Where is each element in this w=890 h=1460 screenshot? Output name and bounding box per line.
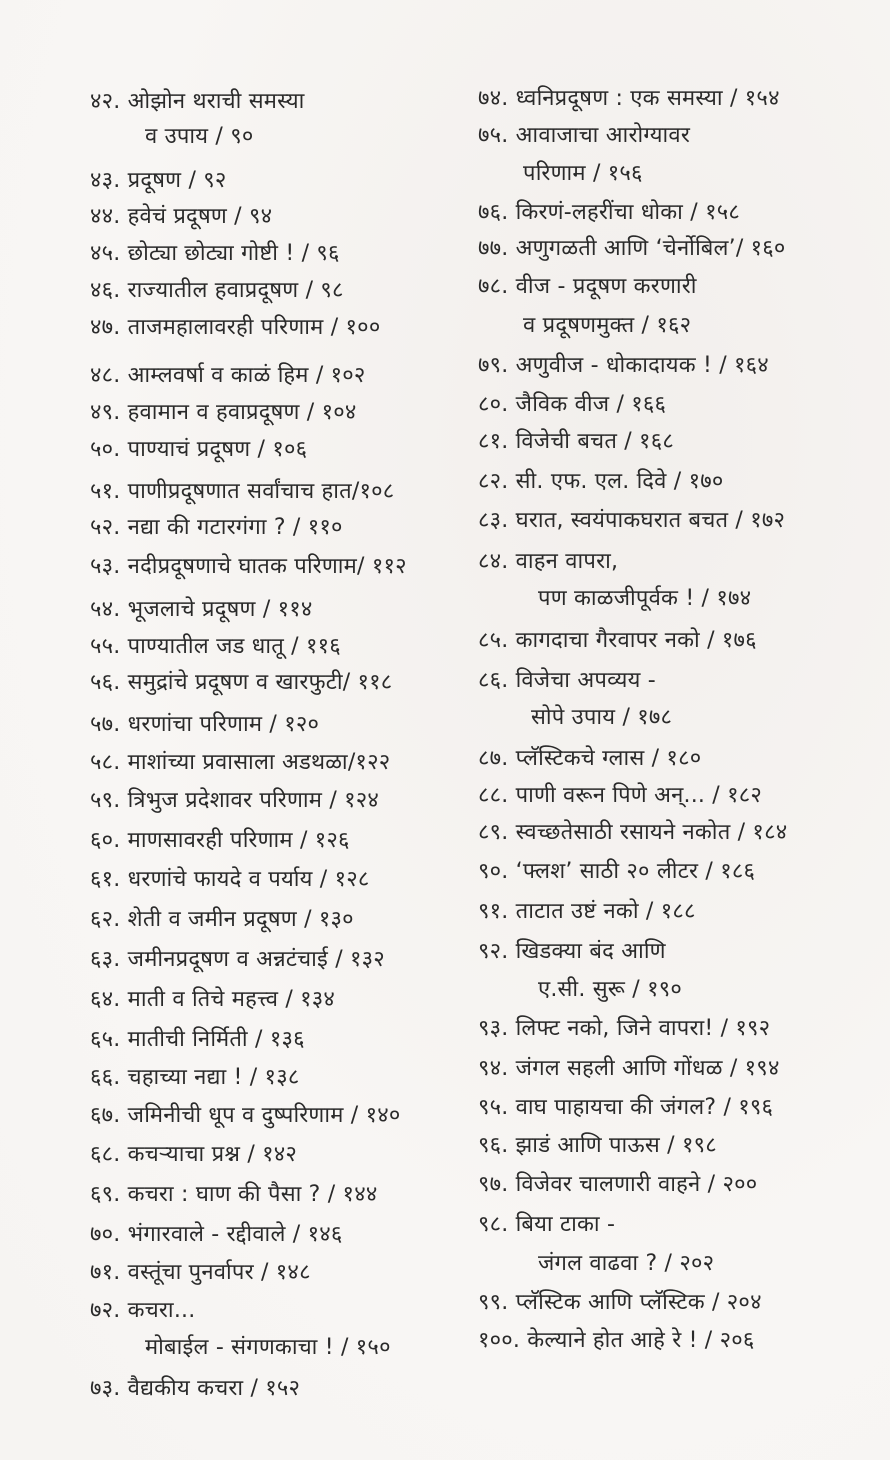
- toc-entry-45: ४५. छोट्या छोट्या गोष्टी ! / ९६: [90, 241, 340, 266]
- toc-entry-100: १००. केल्याने होत आहे रे ! / २०६: [478, 1328, 755, 1353]
- toc-entry-75: ७५. आवाजाचा आरोग्यावर: [478, 123, 691, 148]
- toc-entry-48: ४८. आम्लवर्षा व काळं हिम / १०२: [90, 363, 366, 388]
- toc-entry-80: ८०. जैविक वीज / १६६: [478, 392, 667, 417]
- toc-entry-70: ७०. भंगारवाले - रद्दीवाले / १४६: [90, 1222, 343, 1247]
- toc-entry-58: ५८. माशांच्या प्रवासाला अडथळा/१२२: [90, 750, 391, 775]
- toc-entry-69: ६९. कचरा : घाण की पैसा ? / १४४: [90, 1182, 378, 1207]
- toc-entry-49: ४९. हवामान व हवाप्रदूषण / १०४: [90, 400, 357, 425]
- toc-entry-75-cont: परिणाम / १५६: [523, 161, 643, 186]
- toc-entry-86: ८६. विजेचा अपव्यय -: [478, 668, 656, 693]
- toc-entry-62: ६२. शेती व जमीन प्रदूषण / १३०: [90, 907, 354, 932]
- toc-entry-97: ९७. विजेवर चालणारी वाहने / २००: [478, 1172, 758, 1197]
- toc-entry-84: ८४. वाहन वापरा,: [478, 549, 619, 574]
- toc-entry-54: ५४. भूजलाचे प्रदूषण / ११४: [90, 597, 313, 622]
- toc-entry-99: ९९. प्लॅस्टिक आणि प्लॅस्टिक / २०४: [478, 1290, 762, 1315]
- toc-entry-78: ७८. वीज - प्रदूषण करणारी: [478, 274, 697, 299]
- toc-entry-64: ६४. माती व तिचे महत्त्व / १३४: [90, 987, 336, 1012]
- toc-entry-86-cont: सोपे उपाय / १७८: [531, 705, 673, 730]
- toc-entry-85: ८५. कागदाचा गैरवापर नको / १७६: [478, 628, 757, 653]
- toc-entry-42: ४२. ओझोन थराची समस्या: [90, 89, 305, 114]
- toc-entry-50: ५०. पाण्याचं प्रदूषण / १०६: [90, 437, 308, 462]
- toc-entry-51: ५१. पाणीप्रदूषणात सर्वांचाच हात/१०८: [90, 479, 395, 504]
- toc-entry-61: ६१. धरणांचे फायदे व पर्याय / १२८: [90, 867, 370, 892]
- toc-entry-72: ७२. कचरा...: [90, 1298, 196, 1323]
- toc-entry-95: ९५. वाघ पाहायचा की जंगल? / १९६: [478, 1095, 774, 1120]
- toc-entry-52: ५२. नद्या की गटारगंगा ? / ११०: [90, 515, 343, 540]
- toc-entry-76: ७६. किरणं-लहरींचा धोका / १५८: [478, 200, 740, 225]
- toc-entry-83: ८३. घरात, स्वयंपाकघरात बचत / १७२: [478, 508, 786, 533]
- toc-entry-92: ९२. खिडक्या बंद आणि: [478, 939, 666, 964]
- toc-entry-73: ७३. वैद्यकीय कचरा / १५२: [90, 1376, 301, 1401]
- toc-entry-77: ७७. अणुगळती आणि ‘चेर्नोबिल’/ १६०: [478, 236, 786, 261]
- toc-entry-89: ८९. स्वच्छतेसाठी रसायने नकोत / १८४: [478, 820, 788, 845]
- toc-entry-92-cont: ए.सी. सुरू / १९०: [538, 977, 683, 1002]
- toc-entry-91: ९१. ताटात उष्टं नको / १८८: [478, 899, 696, 924]
- toc-entry-47: ४७. ताजमहालावरही परिणाम / १००: [90, 315, 381, 340]
- toc-entry-71: ७१. वस्तूंचा पुनर्वापर / १४८: [90, 1260, 311, 1285]
- toc-entry-79: ७९. अणुवीज - धोकादायक ! / १६४: [478, 353, 769, 378]
- toc-entry-46: ४६. राज्यातील हवाप्रदूषण / ९८: [90, 278, 344, 303]
- toc-entry-65: ६५. मातीची निर्मिती / १३६: [90, 1027, 305, 1052]
- toc-entry-68: ६८. कचऱ्याचा प्रश्न / १४२: [90, 1142, 298, 1167]
- toc-entry-93: ९३. लिफ्ट नको, जिने वापरा! / १९२: [478, 1016, 771, 1041]
- toc-entry-44: ४४. हवेचं प्रदूषण / ९४: [90, 204, 273, 229]
- toc-entry-94: ९४. जंगल सहली आणि गोंधळ / १९४: [478, 1056, 780, 1081]
- toc-entry-81: ८१. विजेची बचत / १६८: [478, 429, 674, 454]
- toc-entry-67: ६७. जमिनीची धूप व दुष्परिणाम / १४०: [90, 1103, 401, 1128]
- toc-entry-66: ६६. चहाच्या नद्या ! / १३८: [90, 1065, 300, 1090]
- toc-entry-88: ८८. पाणी वरून पिणे अन्... / १८२: [478, 783, 762, 808]
- toc-entry-90: ९०. ‘फ्लश’ साठी २० लीटर / १८६: [478, 859, 756, 884]
- toc-entry-98-cont: जंगल वाढवा ? / २०२: [538, 1251, 715, 1276]
- toc-entry-56: ५६. समुद्रांचे प्रदूषण व खारफुटी/ ११८: [90, 670, 393, 695]
- toc-entry-53: ५३. नदीप्रदूषणाचे घातक परिणाम/ ११२: [90, 554, 407, 579]
- toc-entry-96: ९६. झाडं आणि पाऊस / १९८: [478, 1133, 717, 1158]
- toc-entry-82: ८२. सी. एफ. एल. दिवे / १७०: [478, 469, 724, 494]
- toc-entry-74: ७४. ध्वनिप्रदूषण : एक समस्या / १५४: [478, 86, 780, 111]
- toc-entry-55: ५५. पाण्यातील जड धातू / ११६: [90, 634, 341, 659]
- toc-entry-84-cont: पण काळजीपूर्वक ! / १७४: [538, 586, 752, 611]
- toc-entry-60: ६०. माणसावरही परिणाम / १२६: [90, 828, 350, 853]
- toc-entry-63: ६३. जमीनप्रदूषण व अन्नटंचाई / १३२: [90, 947, 385, 972]
- toc-entry-42-cont: व उपाय / ९०: [145, 124, 254, 149]
- toc-entry-78-cont: व प्रदूषणमुक्त / १६२: [523, 313, 692, 338]
- toc-entry-43: ४३. प्रदूषण / ९२: [90, 168, 227, 193]
- toc-entry-98: ९८. बिया टाका -: [478, 1212, 616, 1237]
- toc-entry-87: ८७. प्लॅस्टिकचे ग्लास / १८०: [478, 746, 702, 771]
- toc-entry-59: ५९. त्रिभुज प्रदेशावर परिणाम / १२४: [90, 788, 380, 813]
- toc-entry-57: ५७. धरणांचा परिणाम / १२०: [90, 712, 320, 737]
- toc-entry-72-cont: मोबाईल - संगणकाचा ! / १५०: [145, 1335, 391, 1360]
